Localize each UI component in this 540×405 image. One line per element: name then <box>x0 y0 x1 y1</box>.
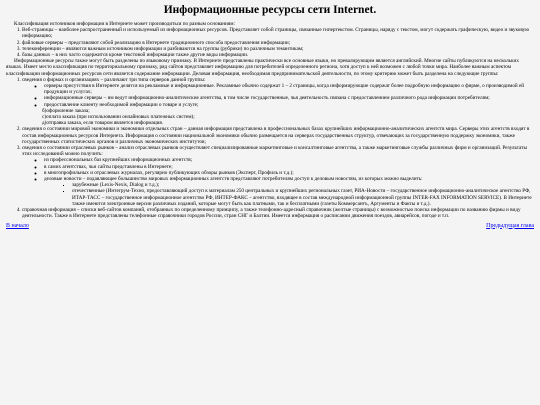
news-agencies-list <box>44 182 534 207</box>
list-item: ◦ информационные серверы – им ведут информационно-аналитические агентства, в том числе государственные, чья деятельность связана с предоставлением различного рода информации потребителям; <box>44 95 534 101</box>
list-item <box>22 77 534 127</box>
business-info-list <box>6 77 534 220</box>
list-item: 2. файловые серверы – представляют собой реализацию в Интернете традиционного способа предоставления информации; <box>22 40 534 46</box>
list-item <box>22 145 534 207</box>
intro-paragraph: Классификация источников информации в Интернете может производиться по разным основаниям: <box>14 21 235 27</box>
to-start-link[interactable]: В начало <box>6 222 29 229</box>
bottom-navigation <box>6 222 534 230</box>
list-item: б)оформление заказа; <box>42 107 90 114</box>
list-item: ▪ зарубежные (Lexis-Nexis, Dialog и т.д.); <box>72 182 534 188</box>
market-sources-list <box>22 157 534 207</box>
news-text: деловые новости – подавляющее большинство мировых информационных агентств представляют потребителям доступ к деловым новостям, из которых можно выделить: <box>44 176 423 183</box>
group-title: сведения о состоянии отраслевых рынков – анализ отраслевых рынков осуществляет специализированные маркетинговые и консалтинговые агентства, а также маркетинговые службы различных фирм и организаций. Результаты этих исследований можно получить: <box>22 145 527 158</box>
list-item: 2. сведения о состоянии мировой экономики и экономики отдельных стран – данная информация представлена в профессиональных базах крупнейших информационно-аналитических агентств мира. Серверы этих агентств входят в состав информационных ресурсов Интернета. Информация о состоянии национальной экономики обычно размещается на серверах государственных структур, отвечающих за государственную поддержку экономики, также государственных статистических органов и различных экономических институтов; <box>22 126 534 145</box>
list-item <box>44 176 534 207</box>
list-item: ◦ серверы присутствия в Интернете делятся на рекламные и информационные. Рекламные обычно содержат 1 – 2 страницы, когда информирующие содержат более подробную информацию о фирме, о производимой ей продукции и услугах; <box>44 83 534 95</box>
list-item: 1. Веб-страницы – наиболее распространенный и используемый из информационных ресурсов. Представляет собой страницы, связанные гипертекстом. Страницы, наряду с текстом, могут содержать графическую, видео и звуковую информацию; <box>22 27 534 39</box>
list-item: ◦ из профессиональных баз крупнейших информационных агентств; <box>44 157 534 163</box>
list-item: ◦ в самих агентствах, чьи сайты представлены в Интернете; <box>44 164 534 170</box>
list-item: ▪ отечественные (Интегрум-Техно, предоставляющий доступ к материалам 250 центральных и крупнейших региональных газет, РИА-Новости – государственное информационно-аналитическое агентство РФ, ИТАР-ТАСС – государственное информационное агентство РФ, ИНТЕР-ФАКС – агентство, входящее в состав международной информационной группы INTER-FAX INFORMATION SERVICE). В Интернете также имеются электронные версии различных изданий, которые могут быть как платными, так и бесплатными (газеты Коммерсантъ, Аргументы и Факты и т.д.). <box>72 188 534 207</box>
group-title: сведения о фирмах и организациях – различают три типа серверов данной группы: <box>22 76 206 83</box>
list-item: 4. базы данных – в них часто содержится кроме текстовой информации также другие виды информации. <box>22 52 534 58</box>
page-title: Информационные ресурсы сети Internet. <box>163 4 377 16</box>
list-item: ◦ в многопрофильных и отраслевых журналах, регулярно публикующих обзоры рынков (Эксперт, Профиль и т.д.); <box>44 170 534 176</box>
source-types-list <box>6 27 534 58</box>
list-item: с)оплата заказа (при использовании онлайновых платежных систем); <box>42 114 195 121</box>
list-item: ◦ предоставление клиенту необходимой информации о товаре и услуге; <box>44 102 534 108</box>
resources-paragraph: Информационные ресурсы также могут быть разделены по языковому признаку. В Интернете представлены практически все основные языки, но превалирующим является английский. Многие сайты публикуются на нескольких языках. Имеет место классификация по территориальному признаку, ряд сайтов представляет информацию для потребителей определенного региона, хотя доступ к ней возможен с любой точки мира. Наиболее важным аспектом классификации информационных ресурсов сети является содержание информации. Деловая информация, необходимая предпринимательской деятельности, по этому критерию может быть разделена на следующие группы: <box>6 58 519 77</box>
list-item: 3. телеконференции – являются важным источником информации и разбиваются на группы (рубрики) по различным темантикам; <box>22 46 534 52</box>
order-steps <box>22 108 534 127</box>
list-item: 4. справочная информация – списки веб-сайтов компаний, отобранных по определенному принципу, а также телефонно-адресный справочник (желтые страницы) с возможностью поиска информации по названию фирмы и виду деятельности. Также в Интернете представлены телефонные справочники городов России, стран СНГ и Балтии. Имеется информация о расписании движения поездов, авиарейсов, погоде и т.п. <box>22 207 534 219</box>
list-item: д)отправка заказа, если товаром является информация. <box>42 120 164 127</box>
server-types-list <box>22 83 534 108</box>
previous-chapter-link[interactable]: Предыдущая глава <box>486 222 534 229</box>
